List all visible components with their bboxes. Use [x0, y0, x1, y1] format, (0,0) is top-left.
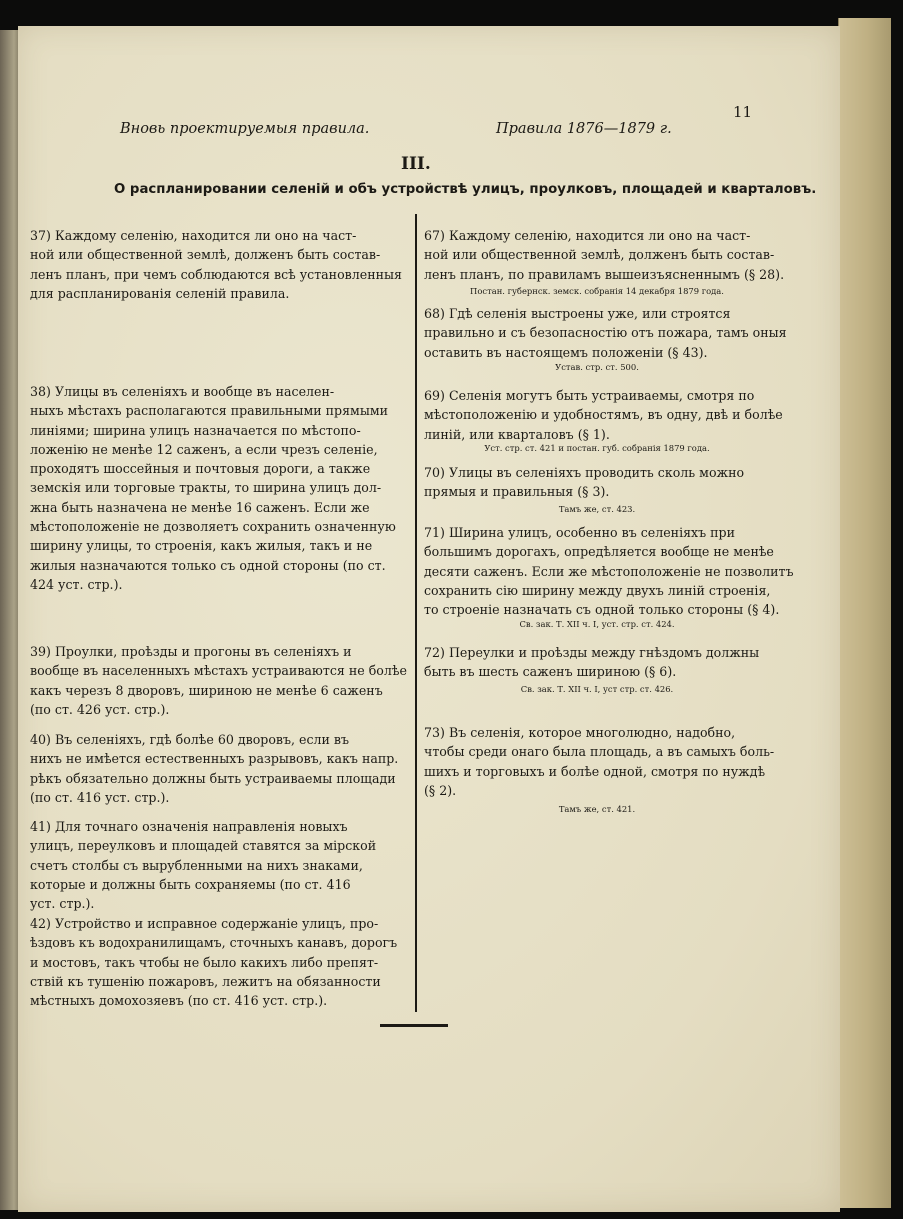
paragraph-41: 41) Для точнаго означенія направленія новыхъ улицъ, переулковъ и площадей ставятся за мірской счетъ столбы съ вырубленными на нихъ знаками, которые и должны быть сохраняемы (по ст. 416 уст. стр.). [30, 819, 377, 912]
paragraph-68: 68) Гдѣ селенія выстроены уже, или строятся правильно и съ безопасностію отъ пожара, тамъ оныя оставить въ настоящемъ положеніи (§ 43). [424, 306, 787, 360]
paragraph-67: 67) Каждому селенію, находится ли оно на част- ной или общественной землѣ, долженъ быть состав- ленъ планъ, по правиламъ вышеизъясненнымъ (§ 28). [424, 228, 785, 282]
column-divider [415, 214, 417, 1012]
paragraph-37: 37) Каждому селенію, находится ли оно на част- ной или общественной землѣ, долженъ быть состав- ленъ планъ, при чемъ соблюдаются всѣ установленныя для распланированія селеній правила. [30, 228, 402, 301]
page-number: 11 [733, 103, 753, 121]
section-number: III. [401, 154, 431, 174]
paragraph-40: 40) Въ селеніяхъ, гдѣ болѣе 60 дворовъ, если въ нихъ не имѣется естественныхъ разрывовъ, какъ напр. рѣкъ обязательно должны быть устраиваемы площади (по ст. 416 уст. стр.). [30, 732, 399, 805]
paragraph-38: 38) Улицы въ селеніяхъ и вообще въ населен- ныхъ мѣстахъ располагаются правильными прямыми линіями; ширина улицъ назначается по мѣстопо- ложенію не менѣе 12 саженъ, а если чрезъ селеніе, проходятъ шоссейныя и почтовыя дороги, а также земскія или торговые тракты, то ширина улицъ дол- жна быть назначена не менѣе 16 саженъ. Если же мѣстоположеніе не дозволяетъ сохранить означенную ширину улицы, то строенія, какъ жилыя, такъ и не жилыя назначаются только съ одной стороны (по ст. 424 уст. стр.). [30, 384, 396, 592]
note-68: Устав. стр. ст. 500. [555, 362, 639, 372]
note-73: Тамъ же, ст. 421. [558, 804, 636, 814]
paragraph-39: 39) Проулки, проѣзды и прогоны въ селеніяхъ и вообще въ населенныхъ мѣстахъ устраиваются не болѣе какъ черезъ 8 дворовъ, шириною не менѣе 6 саженъ (по ст. 426 уст. стр.). [30, 644, 407, 717]
note-69: Уст. стр. ст. 421 и постан. губ. собранія 1879 года. [484, 443, 710, 453]
running-header-right: Правила 1876—1879 г. [496, 121, 672, 137]
paragraph-70: 70) Улицы въ селеніяхъ проводить сколь можно прямыя и правильныя (§ 3). [424, 465, 745, 500]
book-cover-edge [838, 18, 891, 1208]
note-67: Постан. губернск. земск. собранія 14 декабря 1879 года. [470, 286, 724, 296]
document-page [18, 26, 840, 1212]
paragraph-42: 42) Устройство и исправное содержаніе улицъ, про- ѣздовъ къ водохранилищамъ, сточныхъ канавъ, дорогъ и мостовъ, такъ чтобы не было какихъ либо препят- ствій къ тушенію пожаровъ, лежитъ на обязанности мѣстныхъ домохозяевъ (по ст. 416 уст. стр.). [30, 916, 398, 1009]
paragraph-69: 69) Селенія могутъ быть устраиваемы, смотря по мѣстоположенію и удобностямъ, въ одну, двѣ и болѣе линій, или кварталовъ (§ 1). [424, 388, 783, 442]
previous-page-edge [0, 30, 20, 1210]
paragraph-72: 72) Переулки и проѣзды между гнѣздомъ должны быть въ шесть саженъ шириною (§ 6). [424, 645, 760, 680]
note-70: Тамъ же, ст. 423. [558, 504, 636, 514]
end-rule [380, 1024, 448, 1027]
section-title: О распланировании селеній и объ устройствѣ улицъ, проулковъ, площадей и кварталовъ. [114, 182, 817, 197]
paragraph-71: 71) Ширина улицъ, особенно въ селеніяхъ при большимъ дорогахъ, опредѣляется вообще не менѣе десяти саженъ. Если же мѣстоположеніе не позволитъ сохранить сію ширину между двухъ линій строенія, то строеніе назначать съ одной только стороны (§ 4). [424, 525, 794, 618]
note-71: Св. зак. Т. XII ч. I, уст. стр. ст. 424. [519, 619, 675, 629]
paragraph-73: 73) Въ селенія, которое многолюдно, надобно, чтобы среди онаго была площадь, а въ самыхъ боль- шихъ и торговыхъ и болѣе одной, смотря по нуждѣ (§ 2). [424, 725, 775, 798]
note-72: Св. зак. Т. XII ч. I, уст стр. ст. 426. [520, 684, 674, 694]
running-header-left: Вновь проектируемыя правила. [120, 121, 370, 137]
